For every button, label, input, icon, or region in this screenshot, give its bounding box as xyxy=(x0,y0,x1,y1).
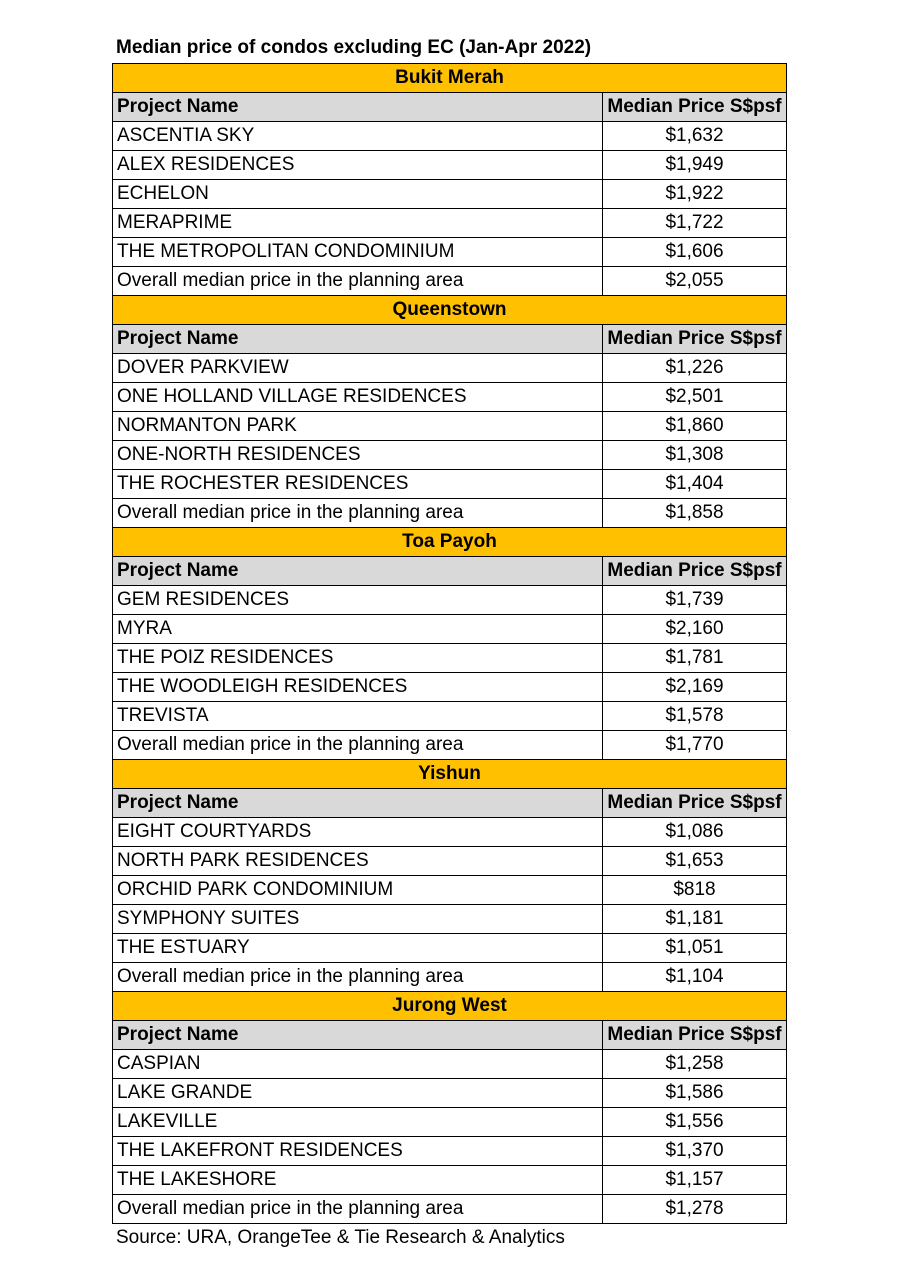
project-name-cell: Overall median price in the planning area xyxy=(113,267,603,296)
project-name-header: Project Name xyxy=(113,93,603,122)
table-row xyxy=(113,441,787,470)
project-name-header: Project Name xyxy=(113,325,603,354)
table-title: Median price of condos excluding EC (Jan-Apr 2022) xyxy=(116,37,592,58)
table-row xyxy=(113,963,787,992)
planning-area-name: Jurong West xyxy=(113,992,787,1021)
area-header-row xyxy=(113,528,787,557)
project-name-cell: ASCENTIA SKY xyxy=(113,122,603,151)
median-price-cell: $818 xyxy=(603,876,787,905)
median-price-cell: $1,104 xyxy=(603,963,787,992)
column-header-row xyxy=(113,789,787,818)
table-row xyxy=(113,1195,787,1224)
project-name-cell: ONE-NORTH RESIDENCES xyxy=(113,441,603,470)
area-header-row xyxy=(113,296,787,325)
median-price-cell: $2,160 xyxy=(603,615,787,644)
median-price-cell: $1,949 xyxy=(603,151,787,180)
planning-area-name: Bukit Merah xyxy=(113,64,787,93)
median-price-header: Median Price S$psf xyxy=(603,93,787,122)
median-price-cell: $1,370 xyxy=(603,1137,787,1166)
project-name-cell: THE METROPOLITAN CONDOMINIUM xyxy=(113,238,603,267)
median-price-cell: $1,051 xyxy=(603,934,787,963)
project-name-cell: TREVISTA xyxy=(113,702,603,731)
table-row xyxy=(113,934,787,963)
table-row xyxy=(113,1108,787,1137)
project-name-cell: ONE HOLLAND VILLAGE RESIDENCES xyxy=(113,383,603,412)
project-name-cell: GEM RESIDENCES xyxy=(113,586,603,615)
project-name-cell: Overall median price in the planning area xyxy=(113,731,603,760)
table-row xyxy=(113,122,787,151)
project-name-cell: SYMPHONY SUITES xyxy=(113,905,603,934)
median-price-header: Median Price S$psf xyxy=(603,1021,787,1050)
median-price-cell: $2,501 xyxy=(603,383,787,412)
median-price-cell: $1,632 xyxy=(603,122,787,151)
project-name-cell: ECHELON xyxy=(113,180,603,209)
table-row xyxy=(113,702,787,731)
column-header-row xyxy=(113,1021,787,1050)
column-header-row xyxy=(113,557,787,586)
project-name-cell: CASPIAN xyxy=(113,1050,603,1079)
median-price-table xyxy=(112,63,787,1224)
median-price-header: Median Price S$psf xyxy=(603,557,787,586)
median-price-cell: $1,578 xyxy=(603,702,787,731)
project-name-cell: LAKE GRANDE xyxy=(113,1079,603,1108)
project-name-cell: THE LAKEFRONT RESIDENCES xyxy=(113,1137,603,1166)
table-row xyxy=(113,267,787,296)
table-row xyxy=(113,905,787,934)
table-row xyxy=(113,673,787,702)
project-name-cell: MERAPRIME xyxy=(113,209,603,238)
project-name-cell: THE ESTUARY xyxy=(113,934,603,963)
median-price-cell: $1,226 xyxy=(603,354,787,383)
median-price-cell: $2,169 xyxy=(603,673,787,702)
table-row xyxy=(113,615,787,644)
median-price-cell: $1,586 xyxy=(603,1079,787,1108)
table-row xyxy=(113,383,787,412)
median-price-cell: $1,086 xyxy=(603,818,787,847)
source-note: Source: URA, OrangeTee & Tie Research & Analytics xyxy=(116,1227,565,1248)
table-row xyxy=(113,209,787,238)
project-name-cell: Overall median price in the planning area xyxy=(113,499,603,528)
median-price-cell: $1,181 xyxy=(603,905,787,934)
project-name-cell: Overall median price in the planning area xyxy=(113,1195,603,1224)
median-price-cell: $1,556 xyxy=(603,1108,787,1137)
planning-area-name: Queenstown xyxy=(113,296,787,325)
median-price-cell: $1,258 xyxy=(603,1050,787,1079)
median-price-cell: $1,922 xyxy=(603,180,787,209)
project-name-cell: THE LAKESHORE xyxy=(113,1166,603,1195)
project-name-cell: Overall median price in the planning area xyxy=(113,963,603,992)
median-price-cell: $1,157 xyxy=(603,1166,787,1195)
median-price-header: Median Price S$psf xyxy=(603,325,787,354)
project-name-cell: THE WOODLEIGH RESIDENCES xyxy=(113,673,603,702)
median-price-cell: $1,404 xyxy=(603,470,787,499)
table-row xyxy=(113,731,787,760)
table-row xyxy=(113,238,787,267)
table-row xyxy=(113,470,787,499)
table-row xyxy=(113,151,787,180)
table-row xyxy=(113,1050,787,1079)
project-name-cell: EIGHT COURTYARDS xyxy=(113,818,603,847)
project-name-header: Project Name xyxy=(113,1021,603,1050)
median-price-cell: $1,781 xyxy=(603,644,787,673)
median-price-header: Median Price S$psf xyxy=(603,789,787,818)
table-row xyxy=(113,354,787,383)
median-price-cell: $1,278 xyxy=(603,1195,787,1224)
area-header-row xyxy=(113,760,787,789)
table-row xyxy=(113,876,787,905)
column-header-row xyxy=(113,325,787,354)
project-name-cell: DOVER PARKVIEW xyxy=(113,354,603,383)
median-price-cell: $1,739 xyxy=(603,586,787,615)
median-price-cell: $1,653 xyxy=(603,847,787,876)
median-price-cell: $1,770 xyxy=(603,731,787,760)
project-name-cell: ORCHID PARK CONDOMINIUM xyxy=(113,876,603,905)
median-price-cell: $1,858 xyxy=(603,499,787,528)
project-name-header: Project Name xyxy=(113,557,603,586)
planning-area-name: Toa Payoh xyxy=(113,528,787,557)
table-row xyxy=(113,180,787,209)
median-price-cell: $1,606 xyxy=(603,238,787,267)
table-row xyxy=(113,1079,787,1108)
project-name-cell: THE ROCHESTER RESIDENCES xyxy=(113,470,603,499)
project-name-cell: THE POIZ RESIDENCES xyxy=(113,644,603,673)
table-row xyxy=(113,1166,787,1195)
project-name-cell: MYRA xyxy=(113,615,603,644)
area-header-row xyxy=(113,992,787,1021)
column-header-row xyxy=(113,93,787,122)
median-price-cell: $1,308 xyxy=(603,441,787,470)
planning-area-name: Yishun xyxy=(113,760,787,789)
project-name-cell: NORTH PARK RESIDENCES xyxy=(113,847,603,876)
project-name-cell: LAKEVILLE xyxy=(113,1108,603,1137)
table-row xyxy=(113,847,787,876)
table-body xyxy=(113,64,787,1224)
table-row xyxy=(113,1137,787,1166)
median-price-cell: $2,055 xyxy=(603,267,787,296)
median-price-cell: $1,860 xyxy=(603,412,787,441)
table-row xyxy=(113,499,787,528)
table-row xyxy=(113,818,787,847)
table-row xyxy=(113,586,787,615)
median-price-cell: $1,722 xyxy=(603,209,787,238)
table-row xyxy=(113,412,787,441)
area-header-row xyxy=(113,64,787,93)
project-name-cell: NORMANTON PARK xyxy=(113,412,603,441)
project-name-cell: ALEX RESIDENCES xyxy=(113,151,603,180)
project-name-header: Project Name xyxy=(113,789,603,818)
table-row xyxy=(113,644,787,673)
